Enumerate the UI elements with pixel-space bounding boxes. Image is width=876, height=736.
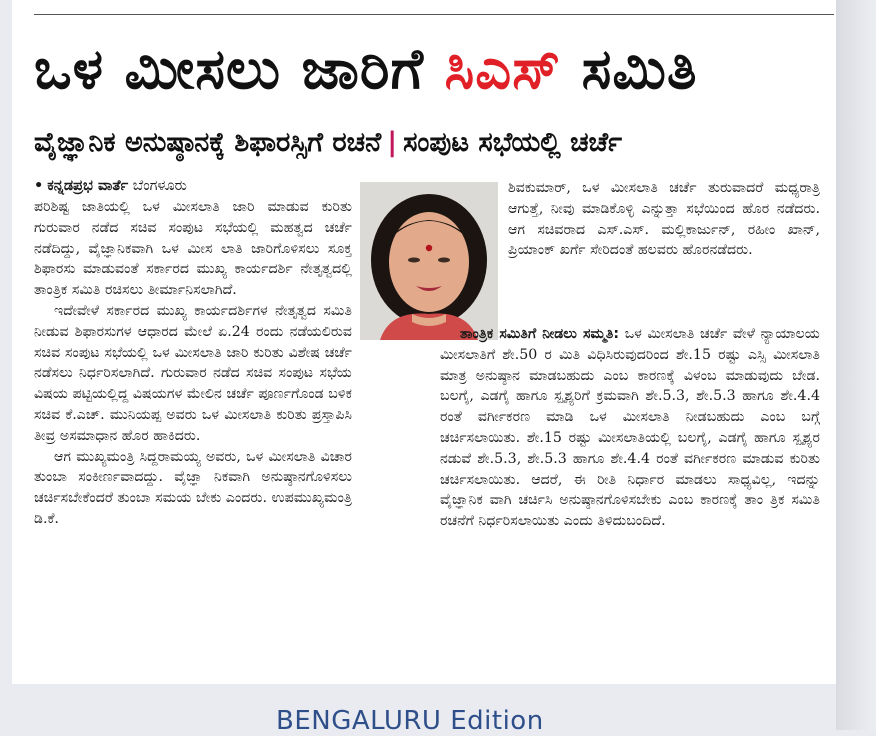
subhead-separator: |: [387, 127, 398, 158]
section-text: ಒಳ ಮೀಸಲಾತಿ ಚರ್ಚೆ ವೇಳೆ ನ್ಯಾಯಾಲಯ ಮೀಸಲಾತಿಗೆ ಶೇ.50 ರ ಮಿತಿ ವಿಧಿಸಿರುವುದರಿಂದ ಶೇ.15 ರಷ್ಟು ಎಸ್ಸಿ ಮೀಸಲಾತಿ ಮಾತ್ರ ಅನುಷ್ಠಾನ ಮಾಡಬಹುದು ಎಂಬ ಕಾರಣಕ್ಕೆ ವಿಳಂಬ ಮಾಡುವುದು ಬೇಡ. ಬಲಗೈ, ಎಡಗೈ ಹಾಗೂ ಸ್ಪೃಶ್ಯರಿಗೆ ಕ್ರಮವಾಗಿ ಶೇ.5.3, ಶೇ.5.3 ಹಾಗೂ ಶೇ.4.4 ರಂತೆ ವರ್ಗೀಕರಣ ಮಾಡಿ ಒಳ ಮೀಸಲಾತಿ ನೀಡಬಹುದು ಎಂಬ ಬಗ್ಗೆ ಚರ್ಚಿಸಲಾಯಿತು. ಶೇ.15 ರಷ್ಟು ಮೀಸಲಾತಿಯಲ್ಲಿ ಬಲಗೈ, ಎಡಗೈ ಹಾಗೂ ಸ್ಪೃಶ್ಯರ ನಡುವೆ ಶೇ.5.3, ಶೇ.5.3 ಹಾಗೂ ಶೇ.4.4 ರಂತೆ ವರ್ಗೀಕರಣ ಮಾಡುವ ಕುರಿತು ಚರ್ಚಿಸಲಾಯಿತು. ಆದರೆ, ಈ ರೀತಿ ನಿರ್ಧಾರ ಮಾಡಲು ಸಾಧ್ಯವಿಲ್ಲ, ಇದನ್ನು ವೈಜ್ಞಾನಿಕ ವಾಗಿ ಚರ್ಚಿಸಿ ಅನುಷ್ಠಾನಗೊಳಿಸಬೇಕು ಎಂಬ ಕಾರಣಕ್ಕೆ ತಾಂ ತ್ರಿಕ ಸಮಿತಿ ರಚನೆಗೆ ನಿರ್ಧರಿಸಲಾಯಿತು ಎಂದು ತಿಳಿದುಬಂದಿದೆ.: [440, 326, 820, 530]
paragraph: ಪರಿಶಿಷ್ಟ ಜಾತಿಯಲ್ಲಿ ಒಳ ಮೀಸಲಾತಿ ಜಾರಿ ಮಾಡುವ ಕುರಿತು ಗುರುವಾರ ನಡೆದ ಸಚಿವ ಸಂಪುಟ ಸಭೆಯಲ್ಲಿ ಮಹತ್ವದ ಚರ್ಚೆ ನಡೆದಿದ್ದು, ವೈಜ್ಞಾನಿಕವಾಗಿ ಒಳ ಮೀಸ ಲಾತಿ ಜಾರಿಗೊಳಿಸಲು ಸೂಕ್ತ ಶಿಫಾರಸು ಮಾಡುವಂತೆ ಸರ್ಕಾರದ ಮುಖ್ಯ ಕಾರ್ಯದರ್ಶಿ ನೇತೃತ್ವದಲ್ಲಿ ತಾಂತ್ರಿಕ ಸಮಿತಿ ರಚಿಸಲು ತೀರ್ಮಾನಿಸಲಾಗಿದೆ.: [34, 199, 352, 299]
article-column-2-upper: [508, 178, 820, 261]
paragraph: ಶಿವಕುಮಾರ್, ಒಳ ಮೀಸಲಾತಿ ಚರ್ಚೆ ತುರುವಾದರೆ ಮಧ್ಯರಾತ್ರಿ ಆಗುತ್ತೆ, ನೀವು ಮಾಡಿಕೊಳ್ಳಿ ಎನ್ನುತ್ತಾ ಸಭೆಯಿಂದ ಹೊರ ನಡೆದರು. ಆಗ ಸಚಿವರಾದ ಎಸ್.ಎಸ್. ಮಲ್ಲಿಕಾರ್ಜುನ್, ರಹೀಂ ಖಾನ್, ಪ್ರಿಯಾಂಕ್ ಖರ್ಗೆ ಸೇರಿದಂತೆ ಹಲವರು ಹೊರನಡೆದರು.: [508, 180, 820, 259]
subhead-right: ಸಂಪುಟ ಸಭೆಯಲ್ಲಿ ಚರ್ಚೆ: [403, 127, 623, 158]
paragraph: ಆಗ ಮುಖ್ಯಮಂತ್ರಿ ಸಿದ್ದರಾಮಯ್ಯ ಅವರು, ಒಳ ಮೀಸಲಾತಿ ವಿಚಾರ ತುಂಬಾ ಸಂಕೀರ್ಣವಾದದ್ದು. ವೈಜ್ಞಾ ನಿಕವಾಗಿ ಅನುಷ್ಠಾನಗೊಳಿಸಲು ಚರ್ಚಿಸಬೇಕೆಂದರೆ ತುಂಬಾ ಸಮಯ ಬೇಕು ಎಂದರು. ಉಪಮುಖ್ಯಮಂತ್ರಿ ಡಿ.ಕೆ.: [34, 448, 352, 527]
headline-part1: ಒಳ ಮೀಸಲು ಜಾರಿಗೆ: [34, 37, 445, 102]
byline: [34, 176, 352, 197]
edition-label: BENGALURU Edition: [276, 706, 544, 736]
top-rule: [34, 14, 834, 15]
section-lead: ತಾಂತ್ರಿಕ ಸಮಿತಿಗೆ ನೀಡಲು ಸಮ್ಮತಿ:: [460, 326, 620, 342]
headline-highlight: ಸಿಎಸ್: [444, 37, 562, 102]
byline-place: ಬೆಂಗಳೂರು: [128, 178, 187, 194]
subhead-left: ವೈಜ್ಞಾನಿಕ ಅನುಷ್ಠಾನಕ್ಕೆ ಶಿಫಾರಸ್ಸಿಗೆ ರಚನೆ: [34, 127, 382, 158]
headline: [34, 28, 834, 112]
article-column-2-lower: [440, 324, 820, 532]
paragraph: [440, 324, 820, 532]
portrait-photo: [360, 182, 498, 340]
subheadline: [34, 118, 834, 168]
portrait-illustration: [360, 182, 498, 340]
headline-part3: ಸಮಿತಿ: [561, 37, 698, 102]
page-edge-shadow: [836, 0, 876, 730]
newspaper-clipping: [12, 0, 836, 684]
paragraph: ಇದೇವೇಳೆ ಸರ್ಕಾರದ ಮುಖ್ಯ ಕಾರ್ಯದರ್ಶಿಗಳ ನೇತೃತ್ವದ ಸಮಿತಿ ನೀಡುವ ಶಿಫಾರಸುಗಳ ಆಧಾರದ ಮೇಲೆ ಏ.24 ರಂದು ನಡೆಯಲಿರುವ ಸಚಿವ ಸಂಪುಟ ಸಭೆಯಲ್ಲಿ ಒಳ ಮೀಸಲಾತಿ ಜಾರಿ ಕುರಿತು ವಿಶೇಷ ಚರ್ಚೆ ನಡೆಸಲು ನಿರ್ಧರಿಸಲಾಗಿದೆ. ಗುರುವಾರ ನಡೆದ ಸಚಿವ ಸಂಪುಟ ಸಭೆಯ ವಿಷಯ ಪಟ್ಟಿಯಲ್ಲಿದ್ದ ವಿಷಯಗಳ ಮೇಲಿನ ಚರ್ಚೆ ಪೂರ್ಣಗೊಂಡ ಬಳಿಕ ಸಚಿವ ಕೆ.ಎಚ್. ಮುನಿಯಪ್ಪ ಅವರು ಒಳ ಮೀಸಲಾತಿ ಕುರಿತು ಪ್ರಸ್ತಾಪಿಸಿ ತೀವ್ರ ಅಸಮಾಧಾನ ಹೊರ ಹಾಕಿದರು.: [34, 302, 352, 444]
article-column-1: [34, 176, 352, 530]
byline-bullet: •: [34, 178, 44, 194]
byline-source: ಕನ್ನಡಪ್ರಭ ವಾರ್ತೆ: [47, 178, 129, 194]
